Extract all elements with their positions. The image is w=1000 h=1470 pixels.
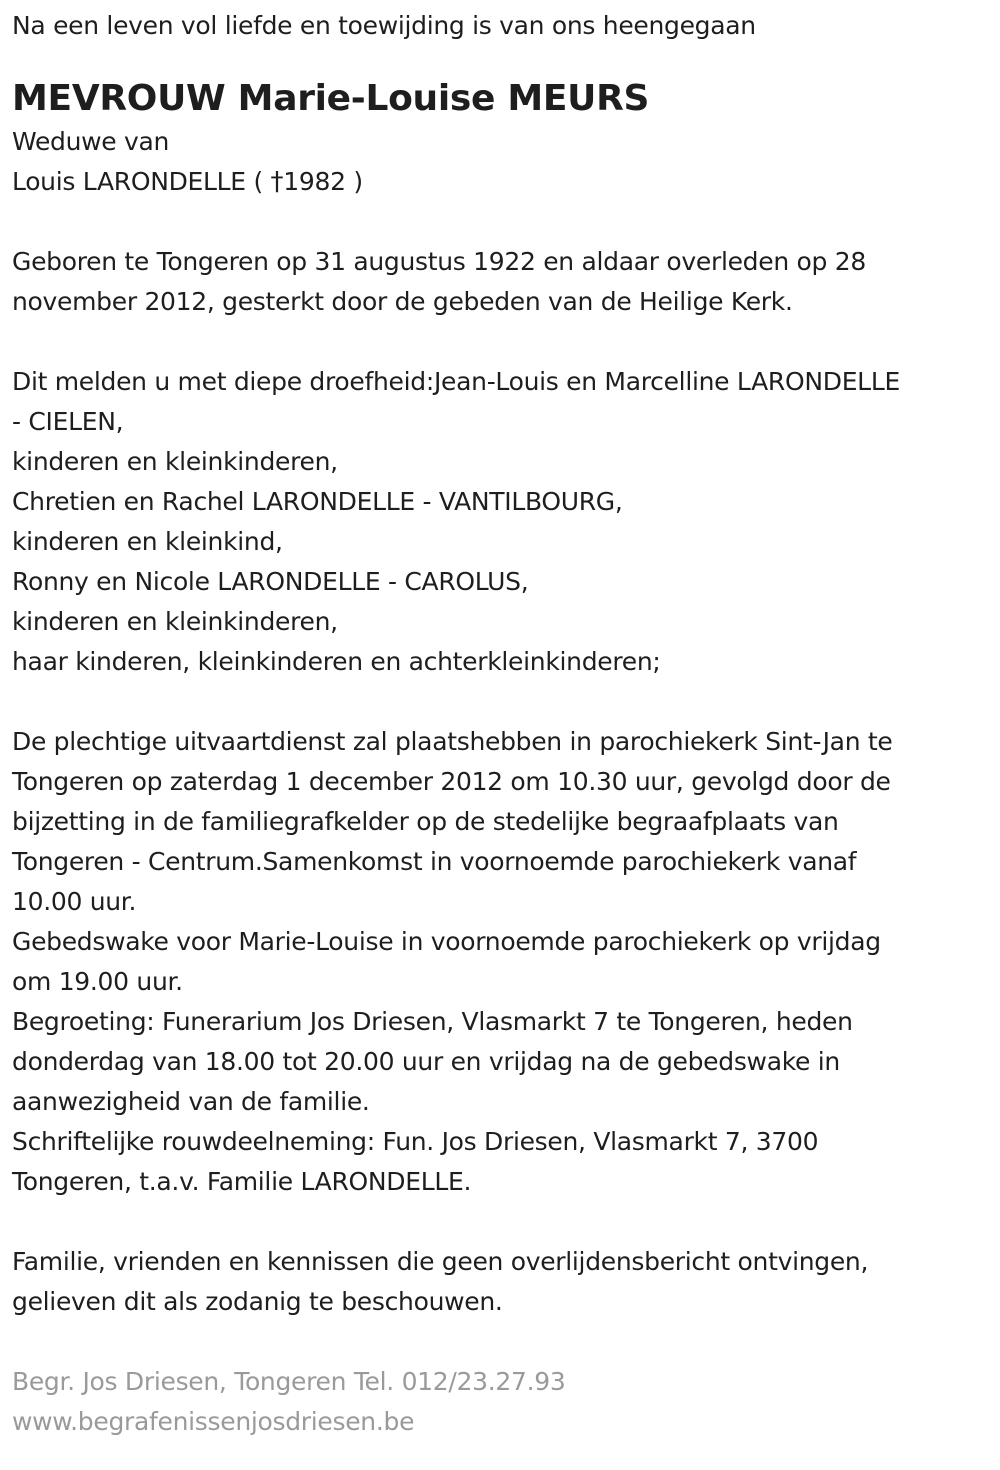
service-paragraph: [12, 722, 988, 1202]
paragraph-line: Schriftelijke rouwdeelneming: Fun. Jos Driesen, Vlasmarkt 7, 3700: [12, 1127, 819, 1156]
spouse-name: Louis LARONDELLE (: [12, 167, 271, 196]
paragraph-line: Begroeting: Funerarium Jos Driesen, Vlasmarkt 7 te Tongeren, heden: [12, 1007, 853, 1036]
section-spacer: [12, 1202, 988, 1242]
funeral-home-contact: Begr. Jos Driesen, Tongeren Tel. 012/23.27.93: [12, 1367, 566, 1396]
spouse-death-year: 1982 ): [283, 167, 363, 196]
paragraph-line: Dit melden u met diepe droefheid:Jean-Louis en Marcelline LARONDELLE: [12, 367, 900, 396]
spouse-relation: Weduwe van: [12, 127, 170, 156]
section-spacer: [12, 682, 988, 722]
section-spacer: [12, 202, 988, 242]
funeral-home-website: www.begrafenissenjosdriesen.be: [12, 1407, 415, 1436]
section-spacer: [12, 1322, 988, 1362]
paragraph-line: haar kinderen, kleinkinderen en achterkleinkinderen;: [12, 647, 661, 676]
paragraph-line: donderdag van 18.00 tot 20.00 uur en vrijdag na de gebedswake in: [12, 1047, 840, 1076]
closing-paragraph: [12, 1242, 988, 1322]
paragraph-line: kinderen en kleinkind,: [12, 527, 283, 556]
paragraph-line: om 19.00 uur.: [12, 967, 183, 996]
paragraph-line: Chretien en Rachel LARONDELLE - VANTILBOURG,: [12, 487, 623, 516]
paragraph-line: Tongeren op zaterdag 1 december 2012 om 10.30 uur, gevolgd door de: [12, 767, 891, 796]
paragraph-line: Gebedswake voor Marie-Louise in voornoemde parochiekerk op vrijdag: [12, 927, 881, 956]
paragraph-line: Tongeren, t.a.v. Familie LARONDELLE.: [12, 1167, 472, 1196]
spouse-line: [12, 162, 988, 202]
paragraph-line: gelieven dit als zodanig te beschouwen.: [12, 1287, 503, 1316]
paragraph-line: Tongeren - Centrum.Samenkomst in voornoemde parochiekerk vanaf: [12, 847, 857, 876]
paragraph-line: november 2012, gesterkt door de gebeden van de Heilige Kerk.: [12, 287, 793, 316]
intro-text: Na een leven vol liefde en toewijding is van ons heengegaan: [12, 11, 756, 40]
deceased-name: MEVROUW Marie-Louise MEURS: [12, 78, 650, 119]
paragraph-line: - CIELEN,: [12, 407, 124, 436]
paragraph-line: Familie, vrienden en kennissen die geen overlijdensbericht ontvingen,: [12, 1247, 869, 1276]
paragraph-line: kinderen en kleinkinderen,: [12, 447, 338, 476]
paragraph-line: De plechtige uitvaartdienst zal plaatshebben in parochiekerk Sint-Jan te: [12, 727, 893, 756]
footer: [12, 1362, 988, 1442]
cross-icon: †: [270, 167, 284, 197]
paragraph-line: aanwezigheid van de familie.: [12, 1087, 370, 1116]
paragraph-line: Geboren te Tongeren op 31 augustus 1922 en aldaar overleden op 28: [12, 247, 866, 276]
paragraph-line: bijzetting in de familiegrafkelder op de stedelijke begraafplaats van: [12, 807, 839, 836]
announcers-paragraph: [12, 362, 988, 682]
birth-death-paragraph: [12, 242, 988, 322]
section-spacer: [12, 322, 988, 362]
paragraph-line: kinderen en kleinkinderen,: [12, 607, 338, 636]
paragraph-line: Ronny en Nicole LARONDELLE - CAROLUS,: [12, 567, 529, 596]
paragraph-line: 10.00 uur.: [12, 887, 137, 916]
